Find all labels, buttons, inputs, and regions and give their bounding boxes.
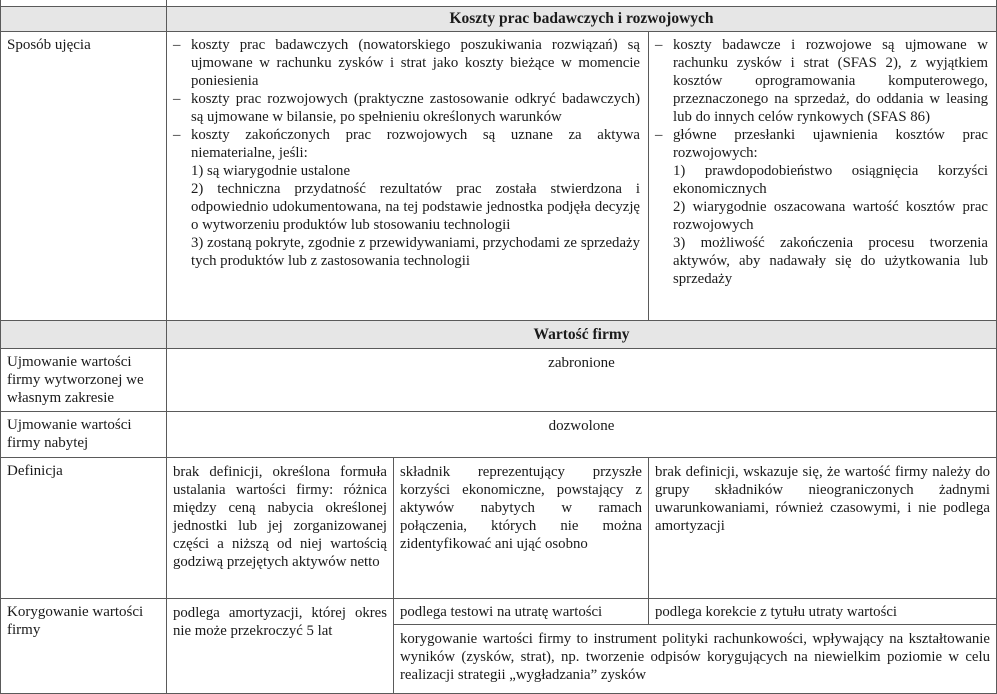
header-goodwill: Wartość firmy <box>166 320 997 349</box>
sposob-col2 <box>648 31 997 321</box>
condition-item: 1) są wiarygodnie ustalone <box>191 163 351 179</box>
condition-item: 3) możliwość zakończenia procesu tworzenia aktywów, aby nadawały się do użytkowania lub sprzedaży <box>673 235 988 287</box>
condition-item: 2) wiarygodnie oszacowana wartość kosztów prac rozwojowych <box>673 199 988 233</box>
row-label-sposob: Sposób ujęcia <box>0 31 167 321</box>
list-item: – koszty prac rozwojowych (praktyczne zastosowanie odkryć badawczych) są ujmowane w bilansie, po spełnieniu określonych warunków <box>173 91 640 125</box>
header-costs: Koszty prac badawczych i rozwojowych <box>166 6 997 32</box>
korygowanie-col-a: podlega amortyzacji, której okres nie może przekroczyć 5 lat <box>166 598 394 694</box>
nabyta-value: dozwolone <box>166 411 997 458</box>
definicja-col-a: brak definicji, określona formuła ustalania wartości firmy: różnica między ceną nabycia określonej jednostki lub jej zorganizowanej części a niższą od niej wartością godziwą przejętych aktywów netto <box>166 457 394 599</box>
list-item: – koszty zakończonych prac rozwojowych są uznane za aktywa niematerialne, jeśli: <box>173 127 640 161</box>
korygowanie-note: korygowanie wartości firmy to instrument polityki rachunkowości, wpływający na kształtowanie wyników (zysków, strat), np. tworzenie odpisów korygujących na niewielkim poziomie w celu realizacji strategii „wygładzania” zysków <box>393 624 997 694</box>
condition-item: 1) prawdopodobieństwo osiągnięcia korzyści ekonomicznych <box>673 163 988 197</box>
row-label-korygowanie: Korygowanie wartości firmy <box>0 598 167 694</box>
header-blank-left-2 <box>0 320 167 349</box>
definicja-col-b: składnik reprezentujący przyszłe korzyści ekonomiczne, powstający z aktywów nabytych w ramach połączenia, których nie można zidentyfikować ani ująć osobno <box>393 457 649 599</box>
sposob-col1 <box>166 31 649 321</box>
list-item: – główne przesłanki ujawnienia kosztów prac rozwojowych: <box>655 127 988 161</box>
wytworzona-value: zabronione <box>166 348 997 412</box>
definicja-col-c: brak definicji, wskazuje się, że wartość firmy należy do grupy składników nieograniczonych żadnymi uwarunkowaniami, również czasowymi, i nie podlega amortyzacji <box>648 457 997 599</box>
row-label-wytworzona: Ujmowanie wartości firmy wytworzonej we własnym zakresie <box>0 348 167 412</box>
korygowanie-col-c: podlega korekcie z tytułu utraty wartości <box>648 598 997 625</box>
row-label-definicja: Definicja <box>0 457 167 599</box>
list-item: – koszty prac badawczych (nowatorskiego poszukiwania rozwiązań) są ujmowane w rachunku zysków i strat jako koszty bieżące w momencie poniesienia <box>173 37 640 89</box>
row-label-nabyta: Ujmowanie wartości firmy nabytej <box>0 411 167 458</box>
condition-item: 3) zostaną pokryte, zgodnie z przewidywaniami, przychodami ze sprzedaży tych produktów lub z zastosowania technologii <box>191 235 640 269</box>
list-item: – koszty badawcze i rozwojowe są ujmowane w rachunku zysków i strat (SFAS 2), z wyjątkiem kosztów oprogramowania komputerowego, przeznaczonego na sprzedaż, do oddania w leasing lub do innych celów rynkowych (SFAS 86) <box>655 37 988 125</box>
korygowanie-col-b: podlega testowi na utratę wartości <box>393 598 649 625</box>
header-blank-left <box>0 6 167 32</box>
condition-item: 2) techniczna przydatność rezultatów prac została stwierdzona i odpowiednio udokumentowana, na tej podstawie jednostka podjęła decyzję o wytworzeniu produktów lub stosowaniu technologii <box>191 181 640 233</box>
